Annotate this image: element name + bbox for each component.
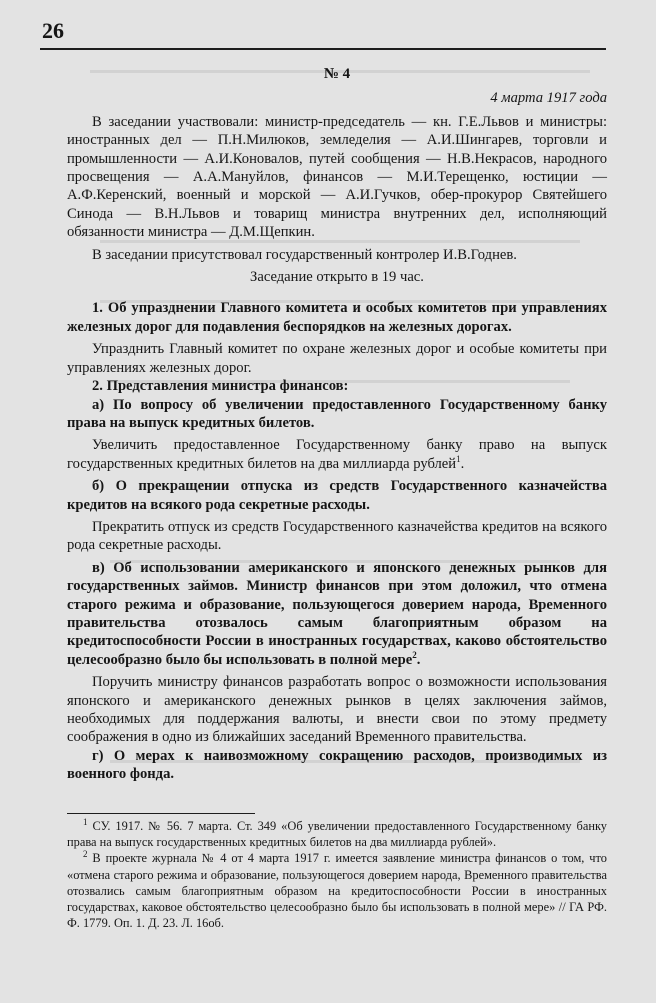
item-1-heading: 1. Об упразднении Главного комитета и особых комитетов при управлениях железных дорог для подавления беспорядков на железных дорогах. (67, 300, 607, 335)
document-body (67, 62, 607, 784)
item-1-text: Упразднить Главный комитет по охране железных дорог и особые комитеты при управлениях железных дорог. (67, 341, 607, 376)
item-2a-text-body: Увеличить предоставленное Государственному банку право на выпуск государственных кредитных билетов на два миллиарда рублей (67, 437, 607, 472)
footnote-1-mark: 1 (83, 816, 88, 827)
item-2a-heading: а) По вопросу об увеличении предоставленного Государственному банку права на выпуск кредитных билетов. (67, 396, 607, 431)
footnote-1 (67, 818, 607, 850)
footnote-rule (67, 813, 255, 814)
item-2d-heading: г) О мерах к наивозможному сокращению расходов, производимых из военного фонда. (67, 747, 607, 783)
footnotes (67, 818, 607, 931)
item-2b-heading: б) О прекращении отпуска из средств Государственного казначейства кредитов на всякого рода секретные расходы. (67, 478, 607, 513)
page-number: 26 (42, 18, 64, 43)
item-2a-text: Увеличить предоставленное Государственному банку право на выпуск государственных кредитных билетов на два миллиарда рублей$^1$. (67, 437, 607, 472)
participants-paragraph: В заседании участвовали: министр-председатель — кн. Г.Е.Львов и министры: иностранных дел — П.Н.Милюков, земледелия — А.И.Шингарев, торговли и промышленности — А.И.Коновалов, путей сообщения — Н.В.Некрасов, народного просвещения — А.А.Мануйлов, финансов — М.И.Терещенко, юстиции — А.Ф.Керенский, военный и морской — А.И.Гучков, обер-прокурор Святейшего Синода — В.Н.Львов и товарищ министра внутренних дел, исполняющий обязанности министра — Д.М.Щепкин. (67, 113, 607, 241)
footnote-ref-2: 2 (412, 649, 417, 660)
header-rule (40, 48, 606, 50)
document-date: 4 марта 1917 года (490, 90, 607, 107)
controller-paragraph: В заседании присутствовал государственный контролер И.В.Годнев. (92, 246, 517, 263)
footnote-1-text: СУ. 1917. № 56. 7 марта. Ст. 349 «Об увеличении предоставленного Государственному банку права на выпуск государственных кредитных билетов на два миллиарда рублей». (67, 819, 607, 850)
footnote-2-mark: 2 (83, 849, 88, 860)
item-2c-heading-body: в) Об использовании американского и японского денежных рынков для государственных займов. Министр финансов при этом доложил, что отмена старого режима и образование, пользующегося доверием народа, Временного правительства отозвалось самым благоприятным образом на кредитоспособности России в иностранных государствах, каково обстоятельство целесообразно было бы использовать в полной мере (67, 559, 607, 668)
item-2-heading: 2. Представления министра финансов: (92, 378, 349, 395)
footnote-2-text: В проекте журнала № 4 от 4 марта 1917 г. имеется заявление министра финансов о том, что «отмена старого режима и образование, пользующегося доверием народа, Временного правительства отозвались самым благоприятным образом на кредитоспособности России в иностранных государствах, каковое обстоятельство целесообразно было бы использовать в полной мере» // ГА РФ. Ф. 1779. Оп. 1. Д. 23. Л. 16об. (67, 851, 607, 931)
footnote-2 (67, 850, 607, 931)
item-2c-text: Поручить министру финансов разработать вопрос о возможности использования японского и американского денежных рынков в целях заключения займов, необходимых для поддержания валюты, и внести свои по этому предмету соображения в одно из ближайших заседаний Временного правительства. (67, 674, 607, 746)
item-2c-heading: в) Об использовании американского и японского денежных рынков для государственных займов. Министр финансов при этом доложил, что отмена старого режима и образование, пользующегося доверием народа, Временного правительства отозвалось самым благоприятным образом на кредитоспособности России в иностранных государствах, каково обстоятельство целесообразно было бы использовать в полной мере$^2$. (67, 559, 607, 668)
footnote-ref-1: 1 (456, 453, 461, 464)
document-number: № 4 (323, 66, 351, 82)
session-opened: Заседание открыто в 19 час. (250, 269, 424, 286)
item-2b-text: Прекратить отпуск из средств Государственного казначейства кредитов на всякого рода секретные расходы. (67, 518, 607, 554)
